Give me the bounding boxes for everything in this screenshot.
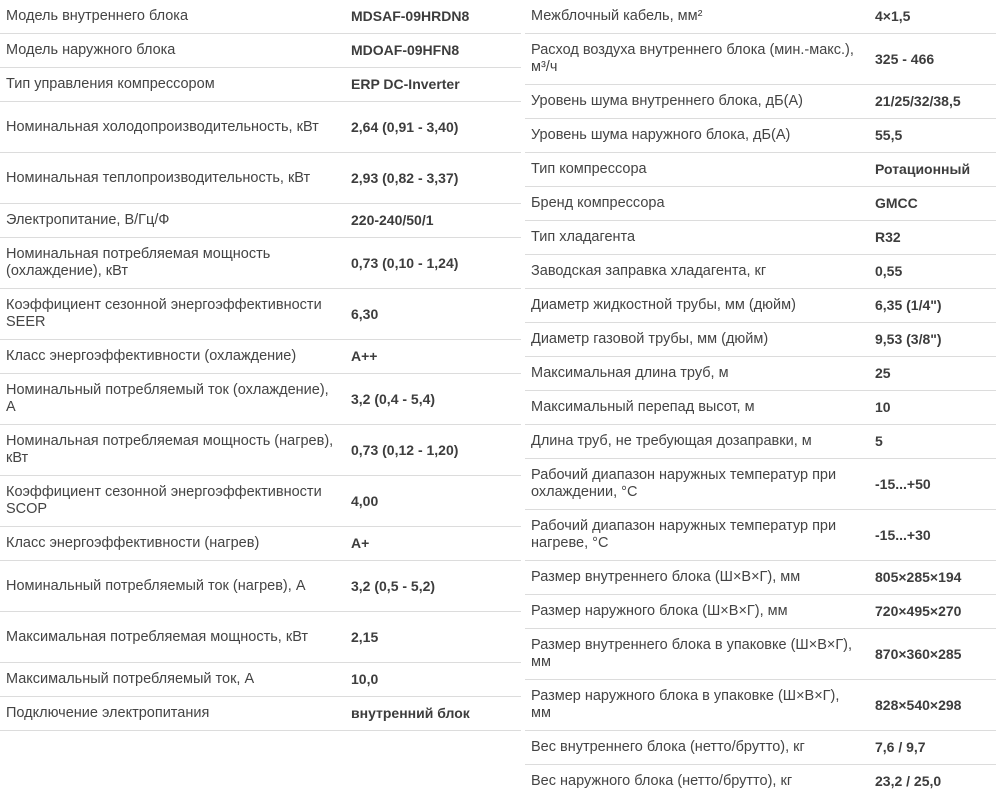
- spec-value: R32: [869, 221, 996, 255]
- spec-row: [525, 391, 996, 425]
- spec-label: Рабочий диапазон наружных температур при нагреве, °С: [525, 510, 869, 561]
- spec-label: Тип хладагента: [525, 221, 869, 255]
- spec-value: 220-240/50/1: [345, 204, 521, 238]
- spec-value: Ротационный: [869, 153, 996, 187]
- specs-table-left: [0, 0, 521, 731]
- spec-label: Тип компрессора: [525, 153, 869, 187]
- spec-row: [525, 187, 996, 221]
- spec-value: 23,2 / 25,0: [875, 773, 942, 789]
- spec-row: [0, 153, 521, 204]
- spec-value: 5: [869, 425, 996, 459]
- spec-label: Вес наружного блока (нетто/брутто), кг: [531, 773, 793, 789]
- spec-row: [0, 204, 521, 238]
- spec-row: [0, 425, 521, 476]
- spec-value: 2,15: [345, 612, 521, 663]
- spec-label: Модель наружного блока: [0, 34, 345, 68]
- specs-table-right: [525, 0, 996, 798]
- spec-row: [525, 85, 996, 119]
- spec-row: [525, 765, 996, 798]
- spec-label: Длина труб, не требующая дозаправки, м: [525, 425, 869, 459]
- spec-value: 3,2 (0,5 - 5,2): [345, 561, 521, 612]
- spec-row: [0, 34, 521, 68]
- spec-row: [525, 153, 996, 187]
- spec-row: [0, 527, 521, 561]
- spec-label: Максимальный перепад высот, м: [525, 391, 869, 425]
- spec-value: 6,35 (1/4"): [869, 289, 996, 323]
- spec-value: 2,64 (0,91 - 3,40): [345, 102, 521, 153]
- spec-value: -15...+30: [869, 510, 996, 561]
- spec-row: [525, 425, 996, 459]
- spec-row: [525, 0, 996, 34]
- spec-row: [0, 238, 521, 289]
- spec-value: ERP DC-Inverter: [345, 68, 521, 102]
- spec-label: Номинальная потребляемая мощность (нагрев), кВт: [0, 425, 345, 476]
- spec-label: Номинальная холодопроизводительность, кВт: [0, 102, 345, 153]
- spec-value: 0,55: [869, 255, 996, 289]
- spec-value: 0,73 (0,12 - 1,20): [345, 425, 521, 476]
- spec-value: 55,5: [869, 119, 996, 153]
- spec-row: [0, 0, 521, 34]
- spec-row: [525, 510, 996, 561]
- spec-value: 21/25/32/38,5: [869, 85, 996, 119]
- spec-label: Модель внутреннего блока: [0, 0, 345, 34]
- spec-value: -15...+50: [869, 459, 996, 510]
- spec-value: 10: [869, 391, 996, 425]
- spec-row: [0, 374, 521, 425]
- spec-row: [525, 680, 996, 731]
- spec-label: Максимальная потребляемая мощность, кВт: [0, 612, 345, 663]
- spec-label: Коэффициент сезонной энергоэффективности SEER: [0, 289, 345, 340]
- spec-label: Номинальная теплопроизводительность, кВт: [0, 153, 345, 204]
- spec-value: MDSAF-09HRDN8: [345, 0, 521, 34]
- spec-label: Максимальный потребляемый ток, А: [0, 663, 345, 697]
- spec-row: [0, 697, 521, 731]
- spec-label: Уровень шума внутреннего блока, дБ(А): [525, 85, 869, 119]
- spec-row: [525, 595, 996, 629]
- spec-row: [525, 357, 996, 391]
- spec-value: 4,00: [345, 476, 521, 527]
- spec-value: 2,93 (0,82 - 3,37): [345, 153, 521, 204]
- spec-row: [525, 221, 996, 255]
- spec-label: Электропитание, В/Гц/Ф: [0, 204, 345, 238]
- spec-value: GMCC: [869, 187, 996, 221]
- spec-row: [525, 119, 996, 153]
- spec-value: 325 - 466: [869, 34, 996, 85]
- spec-row: [525, 34, 996, 85]
- spec-value: внутренний блок: [345, 697, 521, 731]
- spec-value: MDOAF-09HFN8: [345, 34, 521, 68]
- spec-row: [525, 323, 996, 357]
- spec-row: [525, 459, 996, 510]
- spec-label: Размер внутреннего блока в упаковке (Ш×В×Г), мм: [525, 629, 869, 680]
- spec-row: [525, 289, 996, 323]
- spec-row: [525, 629, 996, 680]
- spec-value: 25: [869, 357, 996, 391]
- spec-row: [525, 561, 996, 595]
- spec-value: 6,30: [345, 289, 521, 340]
- spec-label: Размер наружного блока в упаковке (Ш×В×Г), мм: [525, 680, 869, 731]
- spec-label: Класс энергоэффективности (нагрев): [0, 527, 345, 561]
- spec-label: Межблочный кабель, мм²: [525, 0, 869, 34]
- spec-row: [525, 731, 996, 765]
- spec-value: 7,6 / 9,7: [869, 731, 996, 765]
- spec-row: [0, 68, 521, 102]
- spec-label: Номинальная потребляемая мощность (охлаждение), кВт: [0, 238, 345, 289]
- spec-row: [0, 561, 521, 612]
- spec-label: Коэффициент сезонной энергоэффективности SCOP: [0, 476, 345, 527]
- spec-value: 870×360×285: [869, 629, 996, 680]
- spec-label: Заводская заправка хладагента, кг: [525, 255, 869, 289]
- spec-label: Диаметр жидкостной трубы, мм (дюйм): [525, 289, 869, 323]
- spec-label: Класс энергоэффективности (охлаждение): [0, 340, 345, 374]
- spec-row: [0, 663, 521, 697]
- spec-label: Максимальная длина труб, м: [525, 357, 869, 391]
- spec-label: Тип управления компрессором: [0, 68, 345, 102]
- spec-label: Рабочий диапазон наружных температур при охлаждении, °С: [525, 459, 869, 510]
- spec-label: Бренд компрессора: [525, 187, 869, 221]
- spec-row: [0, 289, 521, 340]
- spec-label: Подключение электропитания: [0, 697, 345, 731]
- spec-label: Размер наружного блока (Ш×В×Г), мм: [525, 595, 869, 629]
- spec-value: 828×540×298: [869, 680, 996, 731]
- spec-value: A++: [345, 340, 521, 374]
- spec-value: 0,73 (0,10 - 1,24): [345, 238, 521, 289]
- spec-label: Расход воздуха внутреннего блока (мин.-макс.), м³/ч: [525, 34, 869, 85]
- spec-value: A+: [345, 527, 521, 561]
- spec-label: Номинальный потребляемый ток (нагрев), А: [0, 561, 345, 612]
- spec-row: [0, 612, 521, 663]
- spec-row: [0, 476, 521, 527]
- spec-value: 9,53 (3/8"): [869, 323, 996, 357]
- spec-value: 4×1,5: [869, 0, 996, 34]
- spec-row: [525, 255, 996, 289]
- spec-value: 3,2 (0,4 - 5,4): [345, 374, 521, 425]
- spec-row: [0, 340, 521, 374]
- spec-label: Диаметр газовой трубы, мм (дюйм): [525, 323, 869, 357]
- spec-row: [0, 102, 521, 153]
- spec-value: 10,0: [345, 663, 521, 697]
- spec-value: 805×285×194: [869, 561, 996, 595]
- spec-label: Уровень шума наружного блока, дБ(А): [525, 119, 869, 153]
- spec-label: Номинальный потребляемый ток (охлаждение), А: [0, 374, 345, 425]
- spec-label: Вес внутреннего блока (нетто/брутто), кг: [525, 731, 869, 765]
- spec-label: Размер внутреннего блока (Ш×В×Г), мм: [525, 561, 869, 595]
- spec-value: 720×495×270: [869, 595, 996, 629]
